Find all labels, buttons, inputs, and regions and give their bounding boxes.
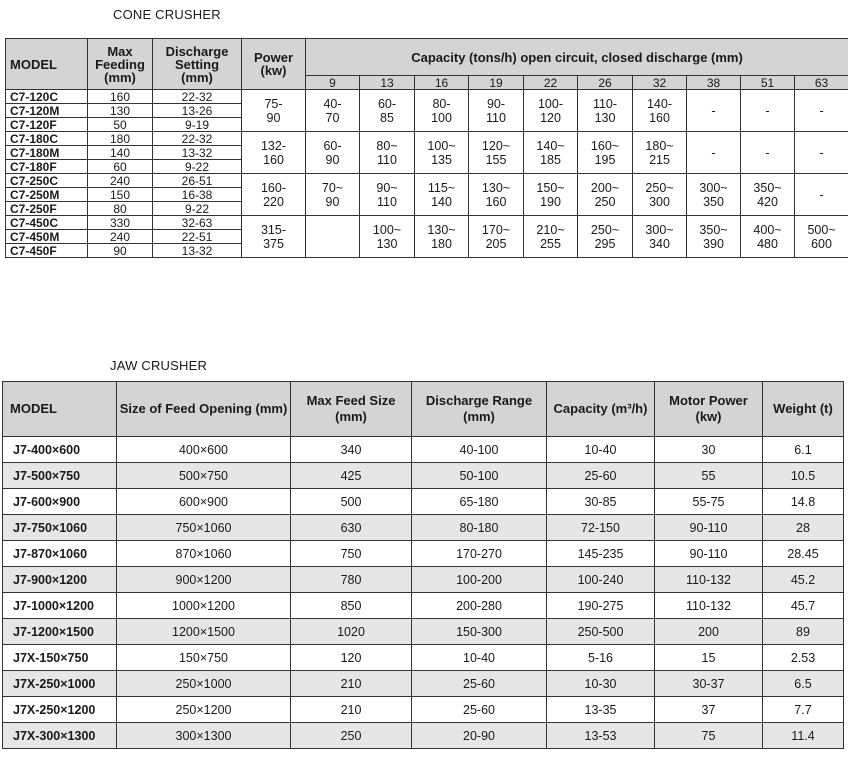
capacity-cell: 70~ 90	[306, 174, 360, 216]
table-cell: 72-150	[547, 515, 655, 541]
table-cell: 14.8	[763, 489, 844, 515]
table-cell: 37	[655, 697, 763, 723]
table-cell: 65-180	[412, 489, 547, 515]
jaw-model-cell: J7X-250×1200	[3, 697, 117, 723]
capacity-cell: 250~ 300	[633, 174, 687, 216]
table-cell: C7-450C	[6, 216, 88, 230]
table-cell: C7-120F	[6, 118, 88, 132]
table-cell: 75	[655, 723, 763, 749]
table-cell: 120	[291, 645, 412, 671]
table-cell: C7-180C	[6, 132, 88, 146]
cone-header-model: MODEL	[6, 39, 88, 90]
capacity-cell	[306, 216, 360, 258]
table-cell: 9-22	[153, 160, 242, 174]
jaw-model-cell: J7X-150×750	[3, 645, 117, 671]
table-cell: C7-250F	[6, 202, 88, 216]
cone-setting-header: 38	[687, 76, 741, 90]
table-cell: 13-35	[547, 697, 655, 723]
table-cell: 500	[291, 489, 412, 515]
table-cell: 32-63	[153, 216, 242, 230]
table-row	[3, 463, 844, 489]
power-cell: 315- 375	[242, 216, 306, 258]
table-cell: 400×600	[117, 437, 291, 463]
jaw-header-cell: MODEL	[3, 382, 117, 437]
table-cell: 90-110	[655, 541, 763, 567]
table-row	[3, 671, 844, 697]
table-cell: 1200×1500	[117, 619, 291, 645]
table-cell: 10-30	[547, 671, 655, 697]
capacity-cell: 400~ 480	[741, 216, 795, 258]
table-cell: 210	[291, 697, 412, 723]
table-row	[3, 437, 844, 463]
capacity-cell: 130~ 180	[415, 216, 469, 258]
capacity-cell: 120~ 155	[469, 132, 524, 174]
table-cell: 200	[655, 619, 763, 645]
cone-setting-header: 63	[795, 76, 848, 90]
table-cell: 60	[88, 160, 153, 174]
jaw-model-cell: J7-600×900	[3, 489, 117, 515]
table-cell: 13-53	[547, 723, 655, 749]
table-cell: 16-38	[153, 188, 242, 202]
table-cell: 150×750	[117, 645, 291, 671]
capacity-cell: -	[687, 90, 741, 132]
cone-setting-header: 13	[360, 76, 415, 90]
jaw-table-body	[3, 437, 844, 749]
table-cell: 90-110	[655, 515, 763, 541]
capacity-cell: 200~ 250	[578, 174, 633, 216]
cone-setting-header: 32	[633, 76, 687, 90]
table-cell: 250×1200	[117, 697, 291, 723]
cone-header-max-feeding: Max Feeding (mm)	[88, 39, 153, 90]
jaw-header-cell: Max Feed Size (mm)	[291, 382, 412, 437]
table-cell: 190-275	[547, 593, 655, 619]
table-cell: 6.1	[763, 437, 844, 463]
table-cell: 250-500	[547, 619, 655, 645]
table-cell: 80-180	[412, 515, 547, 541]
table-cell: 10-40	[547, 437, 655, 463]
table-cell: 45.7	[763, 593, 844, 619]
capacity-cell: -	[795, 132, 848, 174]
table-row	[6, 90, 848, 104]
table-cell: 30-85	[547, 489, 655, 515]
table-cell: C7-180M	[6, 146, 88, 160]
table-cell: 30	[655, 437, 763, 463]
table-cell: 11.4	[763, 723, 844, 749]
jaw-header-cell: Size of Feed Opening (mm)	[117, 382, 291, 437]
capacity-cell: 300~ 340	[633, 216, 687, 258]
jaw-model-cell: J7-870×1060	[3, 541, 117, 567]
table-cell: 240	[88, 230, 153, 244]
capacity-cell: 115~ 140	[415, 174, 469, 216]
jaw-model-cell: J7-1200×1500	[3, 619, 117, 645]
table-cell: 870×1060	[117, 541, 291, 567]
table-row	[3, 515, 844, 541]
table-cell: 10-40	[412, 645, 547, 671]
jaw-model-cell: J7-500×750	[3, 463, 117, 489]
capacity-cell: 150~ 190	[524, 174, 578, 216]
capacity-cell: 90- 110	[469, 90, 524, 132]
table-cell: 9-22	[153, 202, 242, 216]
table-row	[3, 645, 844, 671]
capacity-cell: 500~ 600	[795, 216, 848, 258]
capacity-cell: 40- 70	[306, 90, 360, 132]
table-cell: 55-75	[655, 489, 763, 515]
jaw-header-cell: Motor Power (kw)	[655, 382, 763, 437]
table-cell: C7-180F	[6, 160, 88, 174]
table-cell: 20-90	[412, 723, 547, 749]
table-cell: 160	[88, 90, 153, 104]
cone-setting-header: 26	[578, 76, 633, 90]
table-cell: 600×900	[117, 489, 291, 515]
cone-crusher-table	[5, 38, 848, 258]
power-cell: 160- 220	[242, 174, 306, 216]
capacity-cell: 100- 120	[524, 90, 578, 132]
table-cell: 140	[88, 146, 153, 160]
table-cell: 180	[88, 132, 153, 146]
table-cell: 200-280	[412, 593, 547, 619]
table-cell: 45.2	[763, 567, 844, 593]
table-cell: 80	[88, 202, 153, 216]
table-cell: 5-16	[547, 645, 655, 671]
capacity-cell: 90~ 110	[360, 174, 415, 216]
table-cell: 10.5	[763, 463, 844, 489]
capacity-cell: 60- 85	[360, 90, 415, 132]
cone-header-discharge-setting: Discharge Setting (mm)	[153, 39, 242, 90]
capacity-cell: 140- 160	[633, 90, 687, 132]
table-cell: C7-250C	[6, 174, 88, 188]
table-row	[3, 567, 844, 593]
capacity-cell: 350~ 390	[687, 216, 741, 258]
jaw-crusher-title: JAW CRUSHER	[110, 358, 208, 373]
table-cell: 25-60	[412, 697, 547, 723]
capacity-cell: 170~ 205	[469, 216, 524, 258]
table-cell: 89	[763, 619, 844, 645]
table-cell: 170-270	[412, 541, 547, 567]
power-cell: 132- 160	[242, 132, 306, 174]
cone-setting-header: 22	[524, 76, 578, 90]
capacity-cell: 250~ 295	[578, 216, 633, 258]
capacity-cell: 110- 130	[578, 90, 633, 132]
jaw-model-cell: J7X-300×1300	[3, 723, 117, 749]
jaw-header-row	[3, 382, 844, 437]
table-cell: 145-235	[547, 541, 655, 567]
table-cell: 240	[88, 174, 153, 188]
table-cell: C7-120C	[6, 90, 88, 104]
capacity-cell: -	[795, 90, 848, 132]
table-cell: 850	[291, 593, 412, 619]
capacity-cell: 300~ 350	[687, 174, 741, 216]
table-cell: 250×1000	[117, 671, 291, 697]
table-cell: 750×1060	[117, 515, 291, 541]
table-cell: 9-19	[153, 118, 242, 132]
table-cell: 50-100	[412, 463, 547, 489]
table-cell: 100-240	[547, 567, 655, 593]
jaw-header-cell: Discharge Range (mm)	[412, 382, 547, 437]
jaw-model-cell: J7X-250×1000	[3, 671, 117, 697]
table-cell: 28.45	[763, 541, 844, 567]
table-row	[3, 619, 844, 645]
table-cell: 22-32	[153, 90, 242, 104]
table-cell: 210	[291, 671, 412, 697]
cone-table-body	[6, 90, 848, 258]
capacity-cell: -	[741, 90, 795, 132]
table-cell: 340	[291, 437, 412, 463]
capacity-cell: -	[741, 132, 795, 174]
capacity-cell: 100~ 130	[360, 216, 415, 258]
table-cell: 30-37	[655, 671, 763, 697]
table-cell: 150-300	[412, 619, 547, 645]
jaw-model-cell: J7-900×1200	[3, 567, 117, 593]
table-row	[6, 174, 848, 188]
table-cell: 22-32	[153, 132, 242, 146]
table-cell: 500×750	[117, 463, 291, 489]
table-row	[6, 216, 848, 230]
table-cell: 1000×1200	[117, 593, 291, 619]
capacity-cell: -	[795, 174, 848, 216]
table-cell: 110-132	[655, 593, 763, 619]
cone-setting-header: 9	[306, 76, 360, 90]
table-cell: 130	[88, 104, 153, 118]
cone-setting-header: 16	[415, 76, 469, 90]
jaw-header-cell: Weight (t)	[763, 382, 844, 437]
table-cell: 150	[88, 188, 153, 202]
table-cell: 900×1200	[117, 567, 291, 593]
table-cell: 1020	[291, 619, 412, 645]
table-cell: 780	[291, 567, 412, 593]
table-cell: C7-450M	[6, 230, 88, 244]
table-row	[3, 489, 844, 515]
table-cell: 25-60	[547, 463, 655, 489]
table-cell: 300×1300	[117, 723, 291, 749]
table-cell: 630	[291, 515, 412, 541]
table-cell: 50	[88, 118, 153, 132]
table-cell: 26-51	[153, 174, 242, 188]
capacity-cell: -	[687, 132, 741, 174]
jaw-header-cell: Capacity (m³/h)	[547, 382, 655, 437]
table-cell: 40-100	[412, 437, 547, 463]
table-cell: 330	[88, 216, 153, 230]
capacity-cell: 210~ 255	[524, 216, 578, 258]
jaw-model-cell: J7-400×600	[3, 437, 117, 463]
table-cell: 13-32	[153, 146, 242, 160]
table-cell: 250	[291, 723, 412, 749]
cone-crusher-title: CONE CRUSHER	[113, 7, 221, 22]
capacity-cell: 350~ 420	[741, 174, 795, 216]
jaw-model-cell: J7-750×1060	[3, 515, 117, 541]
table-row	[6, 132, 848, 146]
capacity-cell: 160~ 195	[578, 132, 633, 174]
table-row	[3, 541, 844, 567]
table-cell: 15	[655, 645, 763, 671]
table-cell: C7-120M	[6, 104, 88, 118]
table-cell: 55	[655, 463, 763, 489]
capacity-cell: 80~ 110	[360, 132, 415, 174]
table-cell: 13-26	[153, 104, 242, 118]
cone-setting-header: 51	[741, 76, 795, 90]
table-cell: 28	[763, 515, 844, 541]
capacity-cell: 130~ 160	[469, 174, 524, 216]
table-cell: 7.7	[763, 697, 844, 723]
table-cell: 425	[291, 463, 412, 489]
capacity-cell: 60- 90	[306, 132, 360, 174]
table-cell: C7-450F	[6, 244, 88, 258]
table-cell: 750	[291, 541, 412, 567]
table-cell: 110-132	[655, 567, 763, 593]
table-row	[3, 593, 844, 619]
cone-setting-header: 19	[469, 76, 524, 90]
table-row	[3, 723, 844, 749]
cone-header-power: Power (kw)	[242, 39, 306, 90]
jaw-crusher-table	[2, 381, 844, 749]
table-cell: 13-32	[153, 244, 242, 258]
capacity-cell: 80- 100	[415, 90, 469, 132]
capacity-cell: 100~ 135	[415, 132, 469, 174]
table-cell: C7-250M	[6, 188, 88, 202]
table-cell: 90	[88, 244, 153, 258]
table-row	[3, 697, 844, 723]
table-cell: 6.5	[763, 671, 844, 697]
capacity-cell: 180~ 215	[633, 132, 687, 174]
table-cell: 2.53	[763, 645, 844, 671]
cone-header-capacity: Capacity (tons/h) open circuit, closed discharge (mm)	[306, 39, 848, 76]
jaw-model-cell: J7-1000×1200	[3, 593, 117, 619]
table-cell: 100-200	[412, 567, 547, 593]
power-cell: 75- 90	[242, 90, 306, 132]
table-cell: 25-60	[412, 671, 547, 697]
capacity-cell: 140~ 185	[524, 132, 578, 174]
table-cell: 22-51	[153, 230, 242, 244]
